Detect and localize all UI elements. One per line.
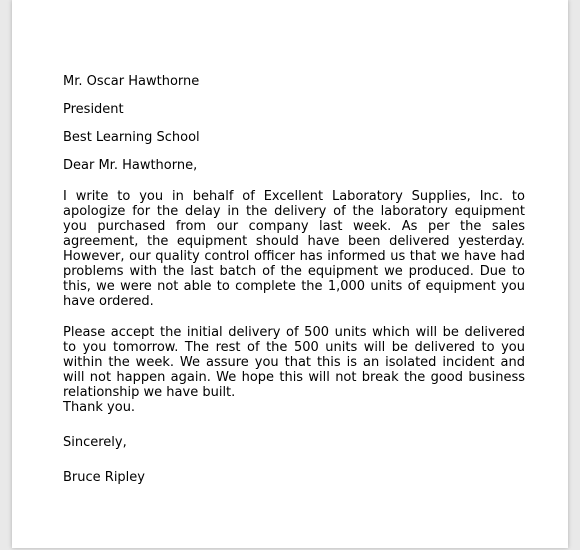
thank-you: Thank you. <box>63 400 136 415</box>
document-page <box>12 0 568 548</box>
signer-name: Bruce Ripley <box>63 470 145 485</box>
paragraph-2: Please accept the initial delivery of 500 units which will be delivered to you tomorrow. The rest of the 500 units will be delivered to you within the week. We assure you that this is an isolated incident and will not happen again. We hope this will not break the good business relationship we have built. <box>63 325 525 400</box>
salutation: Dear Mr. Hawthorne, <box>63 158 198 173</box>
recipient-title: President <box>63 102 124 117</box>
closing: Sincerely, <box>63 435 127 450</box>
paragraph-1: I write to you in behalf of Excellent Laboratory Supplies, Inc. to apologize for the delay in the delivery of the laboratory equipment you purchased from our company last week. As per the sales agreement, the equipment should have been delivered yesterday. However, our quality control officer has informed us that we have had problems with the last batch of the equipment we produced. Due to this, we were not able to complete the 1,000 units of equipment you have ordered. <box>63 189 525 309</box>
recipient-name: Mr. Oscar Hawthorne <box>63 74 200 89</box>
recipient-organization: Best Learning School <box>63 130 200 145</box>
letter-body <box>63 74 525 485</box>
